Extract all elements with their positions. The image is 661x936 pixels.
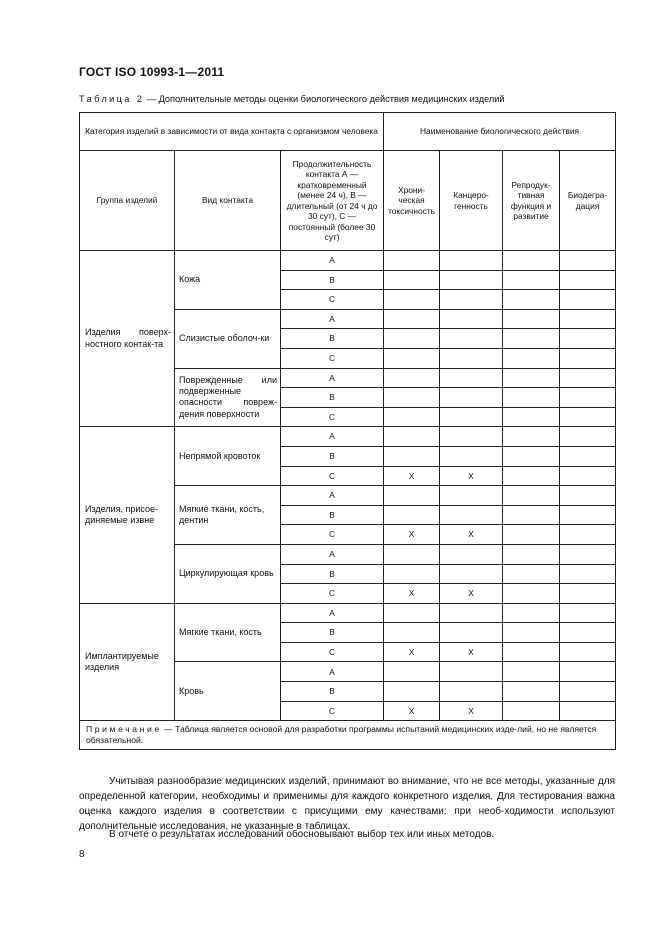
duration-cell: С — [281, 642, 384, 662]
mark-cell — [503, 701, 560, 721]
mark-cell — [440, 564, 503, 584]
contact-cell: Поврежденные или подверженные опасности повреж-дения поверхности — [175, 368, 281, 427]
duration-cell: С — [281, 466, 384, 486]
mark-cell — [503, 486, 560, 506]
mark-cell — [384, 270, 440, 290]
mark-cell — [503, 603, 560, 623]
mark-cell — [384, 290, 440, 310]
mark-cell — [384, 309, 440, 329]
mark-cell — [560, 486, 616, 506]
header-biodegradation: Биодегра-дация — [560, 151, 616, 251]
methods-table — [79, 112, 616, 750]
mark-cell — [503, 466, 560, 486]
contact-cell: Непрямой кровоток — [175, 427, 281, 486]
group-cell: Изделия, присое-диняемые извне — [80, 427, 175, 603]
mark-cell: X — [440, 466, 503, 486]
mark-cell — [560, 701, 616, 721]
mark-cell — [503, 329, 560, 349]
duration-cell: В — [281, 682, 384, 702]
mark-cell — [384, 348, 440, 368]
header-reproduction: Репродук-тивная функция и развитие — [503, 151, 560, 251]
contact-cell: Мягкие ткани, кость, дентин — [175, 486, 281, 545]
mark-cell — [503, 407, 560, 427]
mark-cell — [503, 270, 560, 290]
duration-cell: С — [281, 701, 384, 721]
mark-cell — [440, 427, 503, 447]
mark-cell — [384, 505, 440, 525]
mark-cell — [560, 682, 616, 702]
mark-cell — [560, 623, 616, 643]
body-paragraph-2: В отчете о результатах исследований обосновывают выбор тех или иных методов. — [109, 829, 495, 840]
mark-cell — [503, 584, 560, 604]
duration-cell: А — [281, 427, 384, 447]
header-duration: Продолжительность контакта А — кратковременный (менее 24 ч), В — длительный (от 24 ч до 30 сут), С — постоянный (более 30 сут) — [281, 151, 384, 251]
mark-cell — [560, 270, 616, 290]
mark-cell — [560, 642, 616, 662]
mark-cell — [440, 603, 503, 623]
mark-cell — [440, 270, 503, 290]
mark-cell: X — [384, 466, 440, 486]
mark-cell — [560, 348, 616, 368]
mark-cell — [440, 388, 503, 408]
mark-cell — [560, 505, 616, 525]
mark-cell — [440, 544, 503, 564]
duration-cell: А — [281, 251, 384, 271]
mark-cell — [503, 623, 560, 643]
group-cell: Изделия поверх-ностного контак-та — [80, 251, 175, 427]
mark-cell — [440, 662, 503, 682]
mark-cell — [560, 329, 616, 349]
mark-cell — [440, 407, 503, 427]
mark-cell — [384, 407, 440, 427]
mark-cell — [440, 446, 503, 466]
duration-cell: С — [281, 525, 384, 545]
mark-cell — [560, 466, 616, 486]
mark-cell — [384, 486, 440, 506]
mark-cell — [503, 348, 560, 368]
mark-cell — [560, 662, 616, 682]
header-group: Группа изделий — [80, 151, 175, 251]
mark-cell — [503, 642, 560, 662]
mark-cell — [384, 564, 440, 584]
table-note — [80, 721, 616, 749]
mark-cell — [503, 309, 560, 329]
mark-cell — [503, 682, 560, 702]
mark-cell — [503, 251, 560, 271]
contact-cell: Кровь — [175, 662, 281, 721]
mark-cell — [503, 446, 560, 466]
mark-cell — [384, 682, 440, 702]
mark-cell — [440, 251, 503, 271]
mark-cell — [503, 662, 560, 682]
mark-cell: X — [440, 642, 503, 662]
mark-cell — [560, 603, 616, 623]
body-paragraph-1: Учитывая разнообразие медицинских изделий, принимают во внимание, что не все методы, указанные для определенной категории, необходимы и применимы для каждого конкретного изделия. Для тестирования важна оценка каждого изделия в соответствии с присущими ему качествами: при необ-ходимости используют дополнительные исследования, не указанные в таблицах. — [79, 776, 615, 832]
mark-cell — [440, 290, 503, 310]
mark-cell — [440, 505, 503, 525]
mark-cell — [503, 525, 560, 545]
mark-cell — [560, 564, 616, 584]
duration-cell: А — [281, 486, 384, 506]
contact-cell: Кожа — [175, 251, 281, 310]
mark-cell — [560, 388, 616, 408]
mark-cell — [440, 368, 503, 388]
duration-cell: В — [281, 388, 384, 408]
table-caption-text: — Дополнительные методы оценки биологического действия медицинских изделий — [144, 94, 505, 104]
mark-cell — [503, 505, 560, 525]
note-text: — Таблица является основой для разработки программы испытаний медицинских изде-лий, но не является обязательной. — [86, 724, 597, 745]
mark-cell — [384, 446, 440, 466]
page-number: 8 — [79, 849, 85, 860]
mark-cell: X — [440, 584, 503, 604]
group-cell: Имплантируемые изделия — [80, 603, 175, 721]
table-row — [80, 603, 616, 623]
mark-cell — [384, 388, 440, 408]
mark-cell — [384, 662, 440, 682]
mark-cell: X — [384, 525, 440, 545]
mark-cell — [384, 329, 440, 349]
header-category: Категория изделий в зависимости от вида контакта с организмом человека — [80, 113, 384, 151]
mark-cell — [384, 368, 440, 388]
mark-cell: X — [384, 584, 440, 604]
header-chronic-toxicity: Хрони-ческая токсичность — [384, 151, 440, 251]
mark-cell — [503, 290, 560, 310]
contact-cell: Циркулирующая кровь — [175, 544, 281, 603]
mark-cell — [503, 368, 560, 388]
mark-cell — [384, 544, 440, 564]
duration-cell: В — [281, 505, 384, 525]
duration-cell: А — [281, 662, 384, 682]
mark-cell — [503, 388, 560, 408]
duration-cell: В — [281, 270, 384, 290]
mark-cell — [440, 329, 503, 349]
header-carcinogenicity: Канцеро-генность — [440, 151, 503, 251]
mark-cell — [440, 682, 503, 702]
duration-cell: С — [281, 407, 384, 427]
mark-cell — [440, 348, 503, 368]
mark-cell — [560, 407, 616, 427]
mark-cell: X — [440, 525, 503, 545]
duration-cell: В — [281, 564, 384, 584]
mark-cell — [440, 623, 503, 643]
header-bio-action: Наименование биологического действия — [384, 113, 616, 151]
header-contact: Вид контакта — [175, 151, 281, 251]
mark-cell — [440, 486, 503, 506]
mark-cell — [384, 427, 440, 447]
mark-cell — [560, 544, 616, 564]
mark-cell: X — [384, 701, 440, 721]
table-row — [80, 251, 616, 271]
mark-cell — [560, 584, 616, 604]
duration-cell: В — [281, 623, 384, 643]
duration-cell: С — [281, 290, 384, 310]
mark-cell — [560, 525, 616, 545]
duration-cell: В — [281, 329, 384, 349]
duration-cell: В — [281, 446, 384, 466]
table-caption-label: Таблица 2 — [79, 94, 145, 104]
mark-cell — [384, 623, 440, 643]
duration-cell: А — [281, 544, 384, 564]
mark-cell — [503, 544, 560, 564]
duration-cell: А — [281, 603, 384, 623]
mark-cell — [384, 251, 440, 271]
duration-cell: А — [281, 309, 384, 329]
mark-cell — [560, 290, 616, 310]
duration-cell: С — [281, 584, 384, 604]
duration-cell: А — [281, 368, 384, 388]
page-header: ГОСТ ISO 10993-1—2011 — [79, 65, 225, 79]
table-row — [80, 427, 616, 447]
mark-cell — [503, 564, 560, 584]
mark-cell — [440, 309, 503, 329]
note-label: Примечание — [86, 724, 162, 735]
mark-cell: X — [440, 701, 503, 721]
contact-cell: Слизистые оболоч-ки — [175, 309, 281, 368]
mark-cell — [503, 427, 560, 447]
mark-cell — [560, 368, 616, 388]
mark-cell — [560, 309, 616, 329]
mark-cell — [384, 603, 440, 623]
mark-cell: X — [384, 642, 440, 662]
contact-cell: Мягкие ткани, кость — [175, 603, 281, 662]
mark-cell — [560, 427, 616, 447]
duration-cell: С — [281, 348, 384, 368]
table-caption — [79, 94, 505, 104]
mark-cell — [560, 251, 616, 271]
mark-cell — [560, 446, 616, 466]
